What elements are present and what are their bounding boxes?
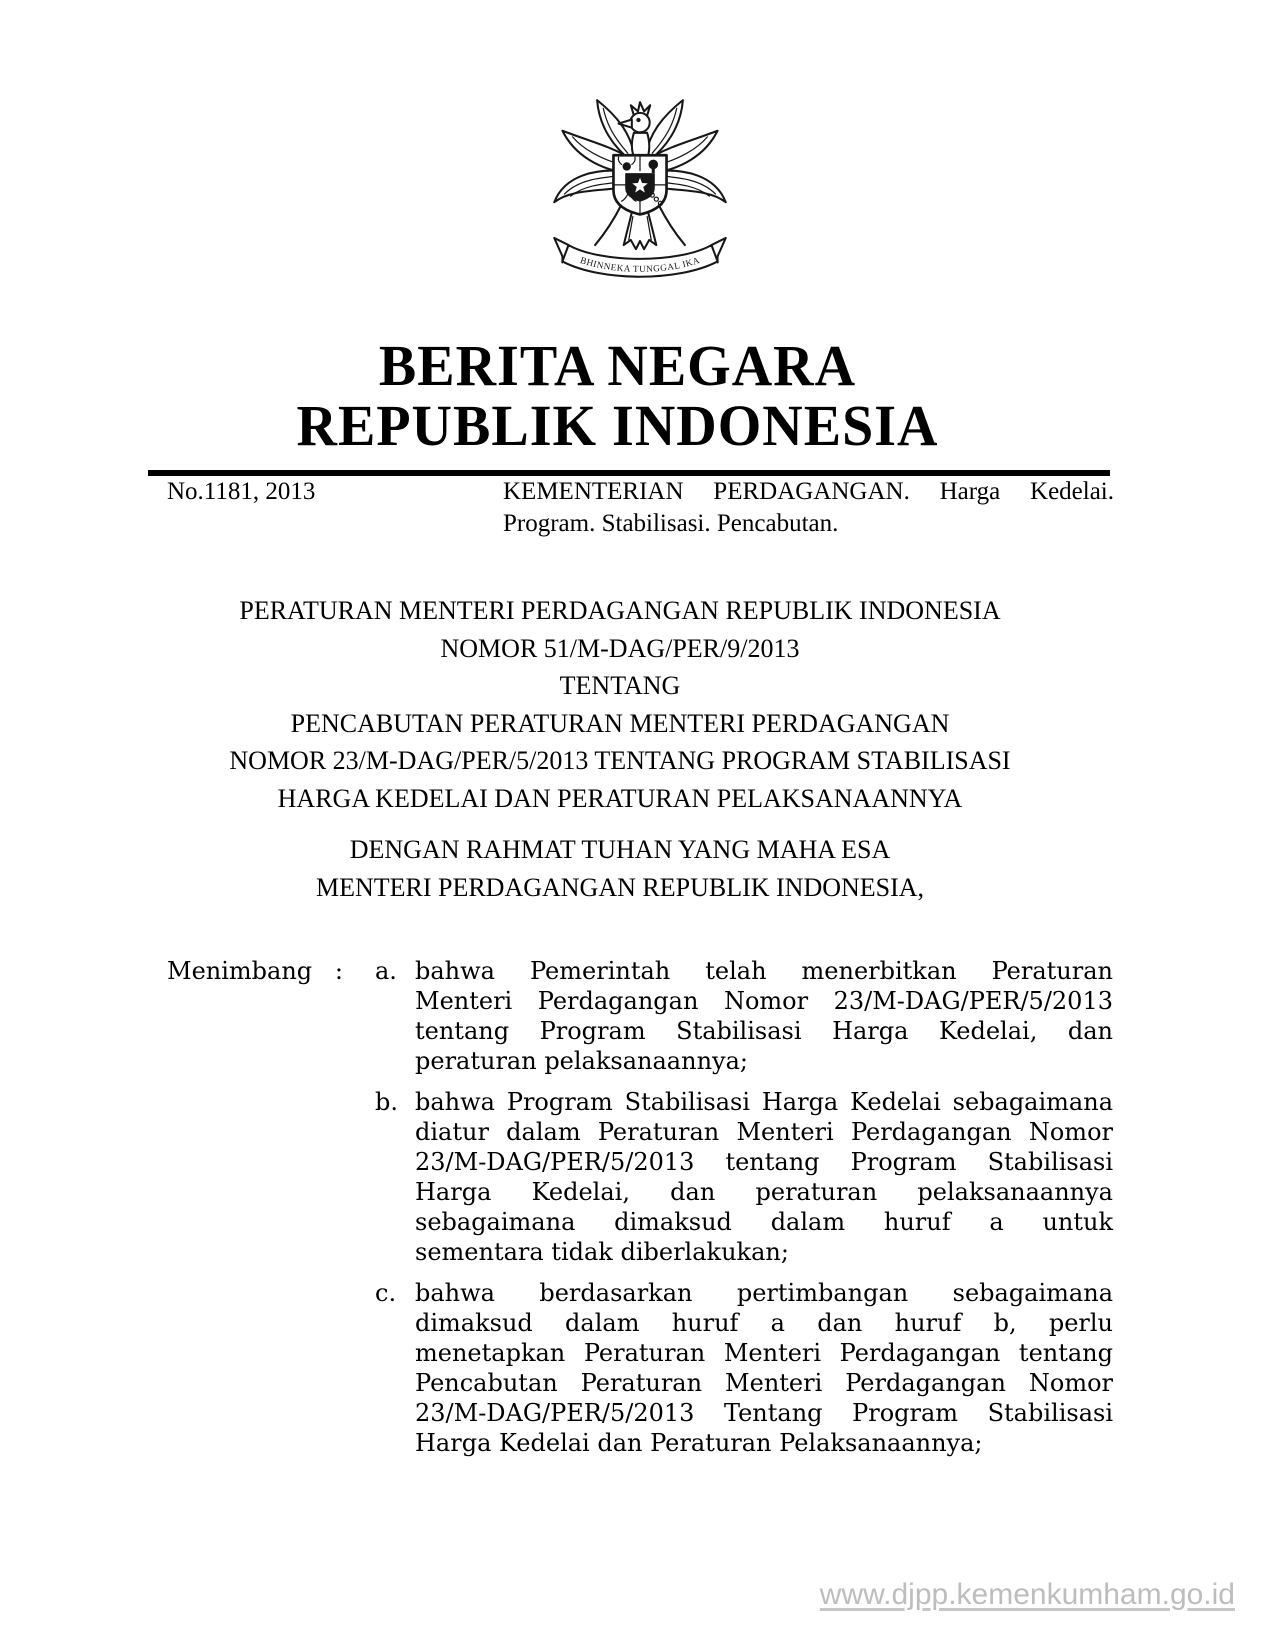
text-line: peraturan pelaksanaannya; bbox=[415, 1047, 748, 1075]
regulation-title-line-4: PENCABUTAN PERATURAN MENTERI PERDAGANGAN bbox=[290, 708, 950, 738]
garuda-emblem-svg bbox=[545, 94, 735, 290]
text-line: bahwa Program Stabilisasi Harga Kedelai sebagaimana bbox=[415, 1088, 1113, 1116]
considerations-section bbox=[167, 956, 1113, 1458]
gazette-issue-number: No.1181, 2013 bbox=[167, 478, 316, 505]
consideration-item-a bbox=[375, 956, 1113, 1076]
pancasila-shield bbox=[613, 155, 666, 214]
regulation-title-line-1: PERATURAN MENTERI PERDAGANGAN REPUBLIK INDONESIA bbox=[239, 596, 1001, 625]
gazette-title-line-1: BERITA NEGARA bbox=[378, 333, 857, 399]
text-line: Menteri Perdagangan Nomor 23/M-DAG/PER/5/2013 bbox=[415, 987, 1113, 1015]
motto-text: BHINNEKA TUNGGAL IKA bbox=[578, 254, 702, 274]
text-line: bahwa berdasarkan pertimbangan sebagaimana bbox=[415, 1279, 1113, 1307]
text-line: Harga Kedelai, dan peraturan pelaksanaannya bbox=[415, 1178, 1113, 1206]
text-line: Harga Kedelai dan Peraturan Pelaksanaannya; bbox=[415, 1429, 983, 1457]
issuer-line: MENTERI PERDAGANGAN REPUBLIK INDONESIA, bbox=[315, 872, 925, 902]
item-text bbox=[415, 1278, 1113, 1458]
motto-banner bbox=[554, 238, 726, 277]
text-line: diatur dalam Peraturan Menteri Perdagangan Nomor bbox=[415, 1118, 1113, 1146]
regulation-title-line-5: NOMOR 23/M-DAG/PER/5/2013 TENTANG PROGRAM STABILISASI bbox=[229, 746, 1011, 775]
item-text bbox=[415, 956, 1113, 1076]
regulation-title-line-3: TENTANG bbox=[559, 671, 681, 700]
gazette-title-line-2: REPUBLIK INDONESIA bbox=[296, 394, 939, 459]
subject-abstract bbox=[503, 476, 1114, 540]
regulation-title-line-6: HARGA KEDELAI DAN PERATURAN PELAKSANAANNYA bbox=[277, 783, 963, 813]
garuda-pancasila-emblem bbox=[545, 94, 735, 290]
regulation-heading bbox=[131, 592, 1109, 906]
tail-feathers bbox=[624, 212, 657, 249]
item-marker: b. bbox=[375, 1088, 398, 1116]
invocation-line: DENGAN RAHMAT TUHAN YANG MAHA ESA bbox=[349, 835, 891, 864]
text-line: Program. Stabilisasi. Pencabutan. bbox=[503, 510, 839, 537]
gazette-title bbox=[130, 333, 1105, 459]
considerations-list bbox=[375, 956, 1113, 1458]
item-marker: c. bbox=[375, 1279, 397, 1307]
text-line: menetapkan Peraturan Menteri Perdagangan tentang bbox=[415, 1339, 1113, 1367]
text-line: Pencabutan Peraturan Menteri Perdagangan Nomor bbox=[415, 1369, 1113, 1397]
text-line: 23/M-DAG/PER/5/2013 tentang Program Stabilisasi bbox=[415, 1148, 1113, 1176]
text-line: dimaksud dalam huruf a dan huruf b, perlu bbox=[415, 1309, 1113, 1337]
footer-link[interactable]: www.djpp.kemenkumham.go.id bbox=[819, 1578, 1235, 1611]
text-line: KEMENTERIAN PERDAGANGAN. Harga Kedelai. bbox=[503, 478, 1114, 505]
consideration-item-b bbox=[375, 1087, 1113, 1267]
bull-symbol bbox=[623, 163, 630, 170]
text-line: sementara tidak diberlakukan; bbox=[415, 1238, 789, 1266]
considerations-label-colon: : bbox=[334, 957, 343, 985]
item-marker: a. bbox=[375, 957, 397, 985]
text-line: bahwa Pemerintah telah menerbitkan Peraturan bbox=[415, 957, 1113, 985]
text-line: 23/M-DAG/PER/5/2013 Tentang Program Stabilisasi bbox=[415, 1399, 1113, 1427]
consideration-item-c bbox=[375, 1278, 1113, 1458]
heading-spacer bbox=[131, 817, 1109, 831]
considerations-label-text: Menimbang bbox=[167, 957, 313, 985]
regulation-title-line-2: NOMOR 51/M-DAG/PER/9/2013 bbox=[440, 633, 800, 663]
text-line: tentang Program Stabilisasi Harga Kedelai, dan bbox=[415, 1017, 1113, 1045]
text-line: sebagaimana dimaksud dalam huruf a untuk bbox=[415, 1208, 1113, 1236]
considerations-label bbox=[167, 956, 375, 986]
item-text bbox=[415, 1087, 1113, 1267]
